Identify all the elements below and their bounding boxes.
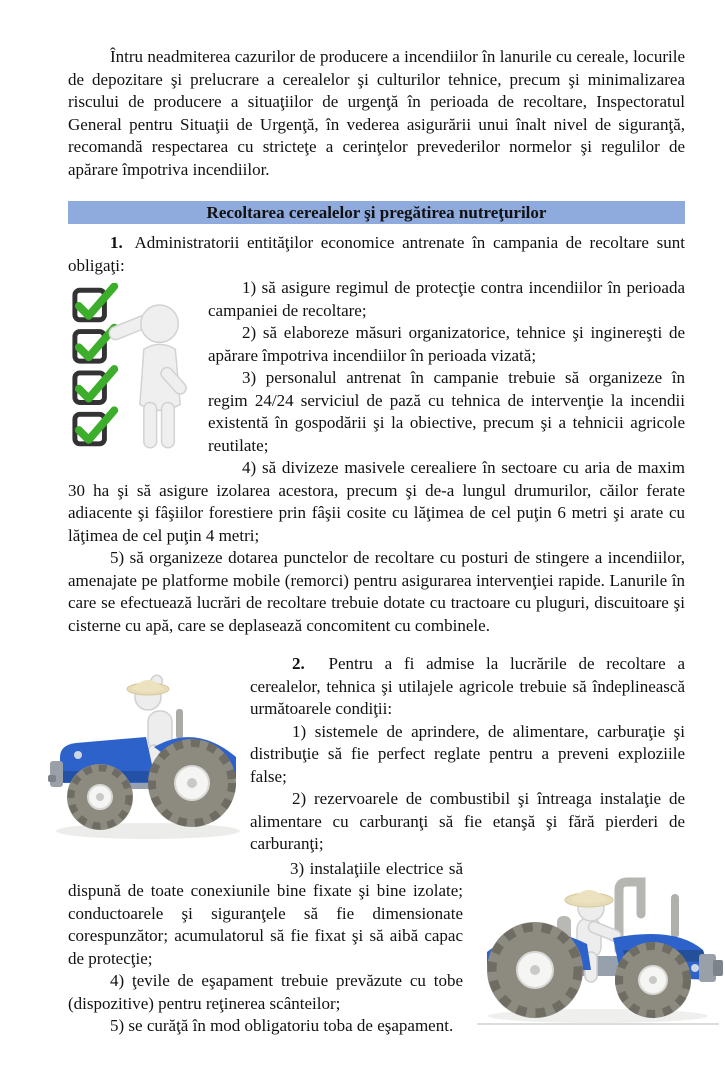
list-item: 2) rezervoarele de combustibil şi întreaga instalaţie de alimentare cu carburanţi să fie etanşă şi fără pierderi de carburanţi; — [250, 789, 685, 853]
list-item: 4) ţevile de eşapament trebuie prevăzute cu tobe (dispozitive) pentru reţinerea scânteilor; — [68, 971, 463, 1013]
list-item: 1) să asigure regimul de protecţie contra incendiilor în perioada campaniei de recoltare; — [208, 278, 685, 320]
list-item: 3) personalul antrenat în campanie trebuie să organizeze în regim 24/24 serviciul de pază cu tehnica de intervenţie la incendii existentă în gospodării şi la obiective, precum şi a tehnicii agricole reutilate; — [208, 368, 685, 455]
section1-items-block — [68, 277, 685, 547]
list-item: 3) instalaţiile electrice să dispună de toate conexiunile bine fixate şi bine izolate; conductoarele şi siguranţele să fie dimensionate corespunzător; acumulatorul să fie fixat şi să aibă capac de protecţie; — [68, 858, 463, 968]
section1-number: 1. — [110, 233, 123, 252]
section2-lead-text: Pentru a fi admise la lucrările de recoltare a cerealelor, tehnica şi utilajele agricole trebuie să îndeplinească următoarele condiţii: — [250, 654, 686, 718]
checklist-figure-image — [68, 283, 196, 477]
section2-number: 2. — [292, 654, 305, 673]
list-item: 1) sistemele de aprindere, de alimentare, carburaţie şi distribuţie să fie perfect reglate pentru a preveni exploziile false; — [250, 721, 685, 786]
section2-continued-block — [68, 858, 685, 1038]
list-item: 5) să organizeze dotarea punctelor de recoltare cu posturi de stingere a incendiilor, amenajate pe platforme mobile (remorci) pentru asigurarea intervenţiei rapide. Lanurile în care se efectuează lucrări de recoltare trebuie dotate cu tractoare cu pluguri, discuitoare şi cisterne cu apă, care se deplasează concomitent cu combinele. — [68, 548, 685, 635]
tractor-left-image — [48, 653, 244, 843]
tractor-right-image — [473, 858, 723, 1030]
section2-block — [68, 653, 685, 856]
section1-lead-text: Administratorii entităţilor economice antrenate în campania de recoltare sunt obligaţi: — [68, 233, 686, 275]
section-heading: Recoltarea cerealelor şi pregătirea nutreţurilor — [206, 203, 547, 222]
section1-lead — [68, 232, 685, 277]
intro-paragraph: Întru neadmiterea cazurilor de producere a incendiilor în lanurile cu cereale, locurile de depozitare şi prelucrare a cerealelor şi culturilor tehnice, precum şi minimalizarea riscului de producere a situaţiilor de urgenţă în perioada de recoltare, Inspectoratul General pentru Situaţii de Urgenţă, în vederea asigurării unui înalt nivel de siguranţă, recomandă respectarea cu stricteţe a cerinţelor prevederilor normelor şi regulilor de apărare împotriva incendiilor. — [68, 47, 685, 179]
list-item: 2) să elaboreze măsuri organizatorice, tehnice şi inginereşti de apărare împotriva incendiilor în perioada vizată; — [208, 323, 685, 365]
section-heading-bar — [68, 201, 685, 224]
list-item: 5) se curăţă în mod obligatoriu toba de eşapament. — [110, 1016, 454, 1035]
list-item: 4) să divizeze masivele cerealiere în sectoare cu aria de maxim 30 ha şi să asigure izolarea acestora, precum şi de-a lungul drumurilor, căilor ferate adiacente şi fâşiilor forestiere prin fâşii cosite cu lăţimea de cel puţin 6 metri şi arate cu lăţimea de cel puţin 4 metri; — [68, 458, 685, 545]
